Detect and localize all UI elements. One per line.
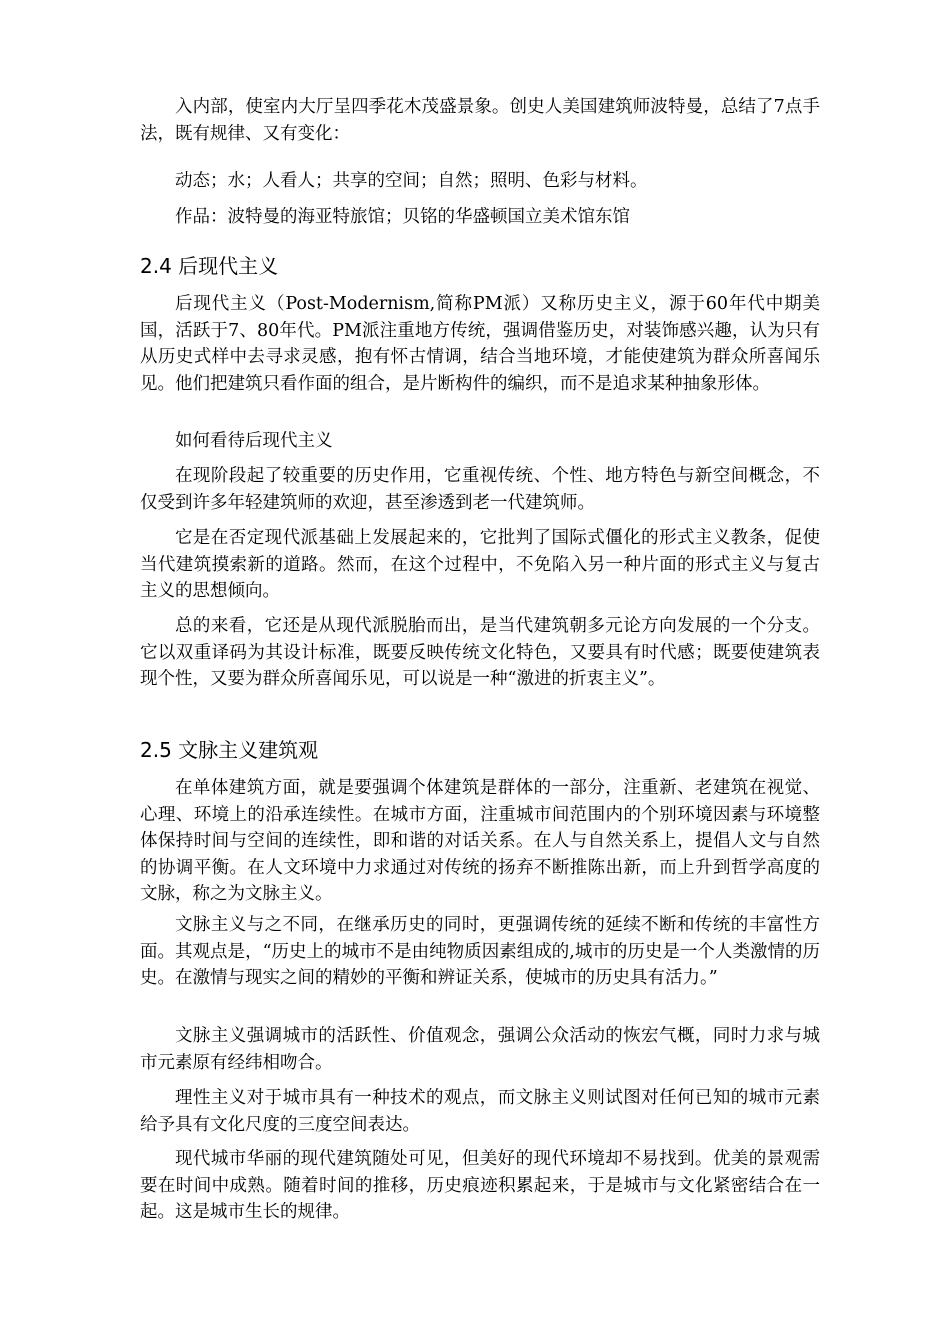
methods-paragraph: 动态；水；人看人；共享的空间；自然；照明、色彩与材料。 <box>175 171 648 191</box>
postmodern-paragraph-summary: 总的来看，它还是从现代派脱胎而出，是当代建筑朝多元论方向发展的一个分支。它以双重译码为其设计标准，既要反映传统文化特色，又要具有时代感；既要使建筑表现个性，又要为群众所喜闻乐见，可以说是一种“激进的折衷主义”。 <box>140 616 820 690</box>
postmodern-intro-paragraph: 后现代主义（Post-Modernism,简称PM派）又称历史主义，源于60年代中期美国，活跃于7、80年代。PM派注重地方传统，强调借鉴历史，对装饰感兴趣，认为只有从历史式样中去寻求灵感，抱有怀古情调，结合当地环境，才能使建筑为群众所喜闻乐见。他们把建筑只看作面的组合，是片断构件的编织，而不是追求某种抽象形体。 <box>140 294 820 394</box>
postmodern-subhead: 如何看待后现代主义 <box>175 431 333 451</box>
section-heading-2-5: 2.5 文脉主义建筑观 <box>140 738 319 762</box>
postmodern-paragraph-role: 在现阶段起了较重要的历史作用，它重视传统、个性、地方特色与新空间概念，不仅受到许多年轻建筑师的欢迎，甚至渗透到老一代建筑师。 <box>140 466 820 513</box>
contextualism-paragraph-rationalism: 理性主义对于城市具有一种技术的观点，而文脉主义则试图对任何已知的城市元素给予具有文化尺度的三度空间表达。 <box>140 1088 820 1135</box>
contextualism-paragraph-intro: 在单体建筑方面，就是要强调个体建筑是群体的一部分，注重新、老建筑在视觉、心理、环境上的沿承连续性。在城市方面，注重城市间范围内的个别环境因素与环境整体保持时间与空间的连续性，即和谐的对话关系。在人与自然关系上，提倡人文与自然的协调平衡。在人文环境中力求通过对传统的扬弃不断推陈出新，而上升到哲学高度的文脉，称之为文脉主义。 <box>140 778 820 905</box>
works-paragraph: 作品：波特曼的海亚特旅馆；贝铭的华盛顿国立美术馆东馆 <box>175 207 630 227</box>
contextualism-paragraph-history: 文脉主义与之不同，在继承历史的同时，更强调传统的延续不断和传统的丰富性方面。其观点是，“历史上的城市不是由纯物质因素组成的,城市的历史是一个人类激情的历史。在激情与现实之间的精妙的平衡和辨证关系，使城市的历史具有活力。” <box>140 915 820 989</box>
continuation-paragraph: 入内部，使室内大厅呈四季花木茂盛景象。创史人美国建筑师波特曼，总结了7点手法，既有规律、又有变化： <box>140 97 820 144</box>
contextualism-paragraph-growth: 现代城市华丽的现代建筑随处可见，但美好的现代环境却不易找到。优美的景观需要在时间中成熟。随着时间的推移，历史痕迹积累起来，于是城市与文化紧密结合在一起。这是城市生长的规律。 <box>140 1149 820 1223</box>
postmodern-paragraph-critique: 它是在否定现代派基础上发展起来的，它批判了国际式僵化的形式主义教条，促使当代建筑摸索新的道路。然而，在这个过程中，不免陷入另一种片面的形式主义与复古主义的思想倾向。 <box>140 528 820 602</box>
section-heading-2-4: 2.4 后现代主义 <box>140 254 279 278</box>
contextualism-paragraph-vitality: 文脉主义强调城市的活跃性、价值观念，强调公众活动的恢宏气概，同时力求与城市元素原有经纬相吻合。 <box>140 1026 820 1073</box>
